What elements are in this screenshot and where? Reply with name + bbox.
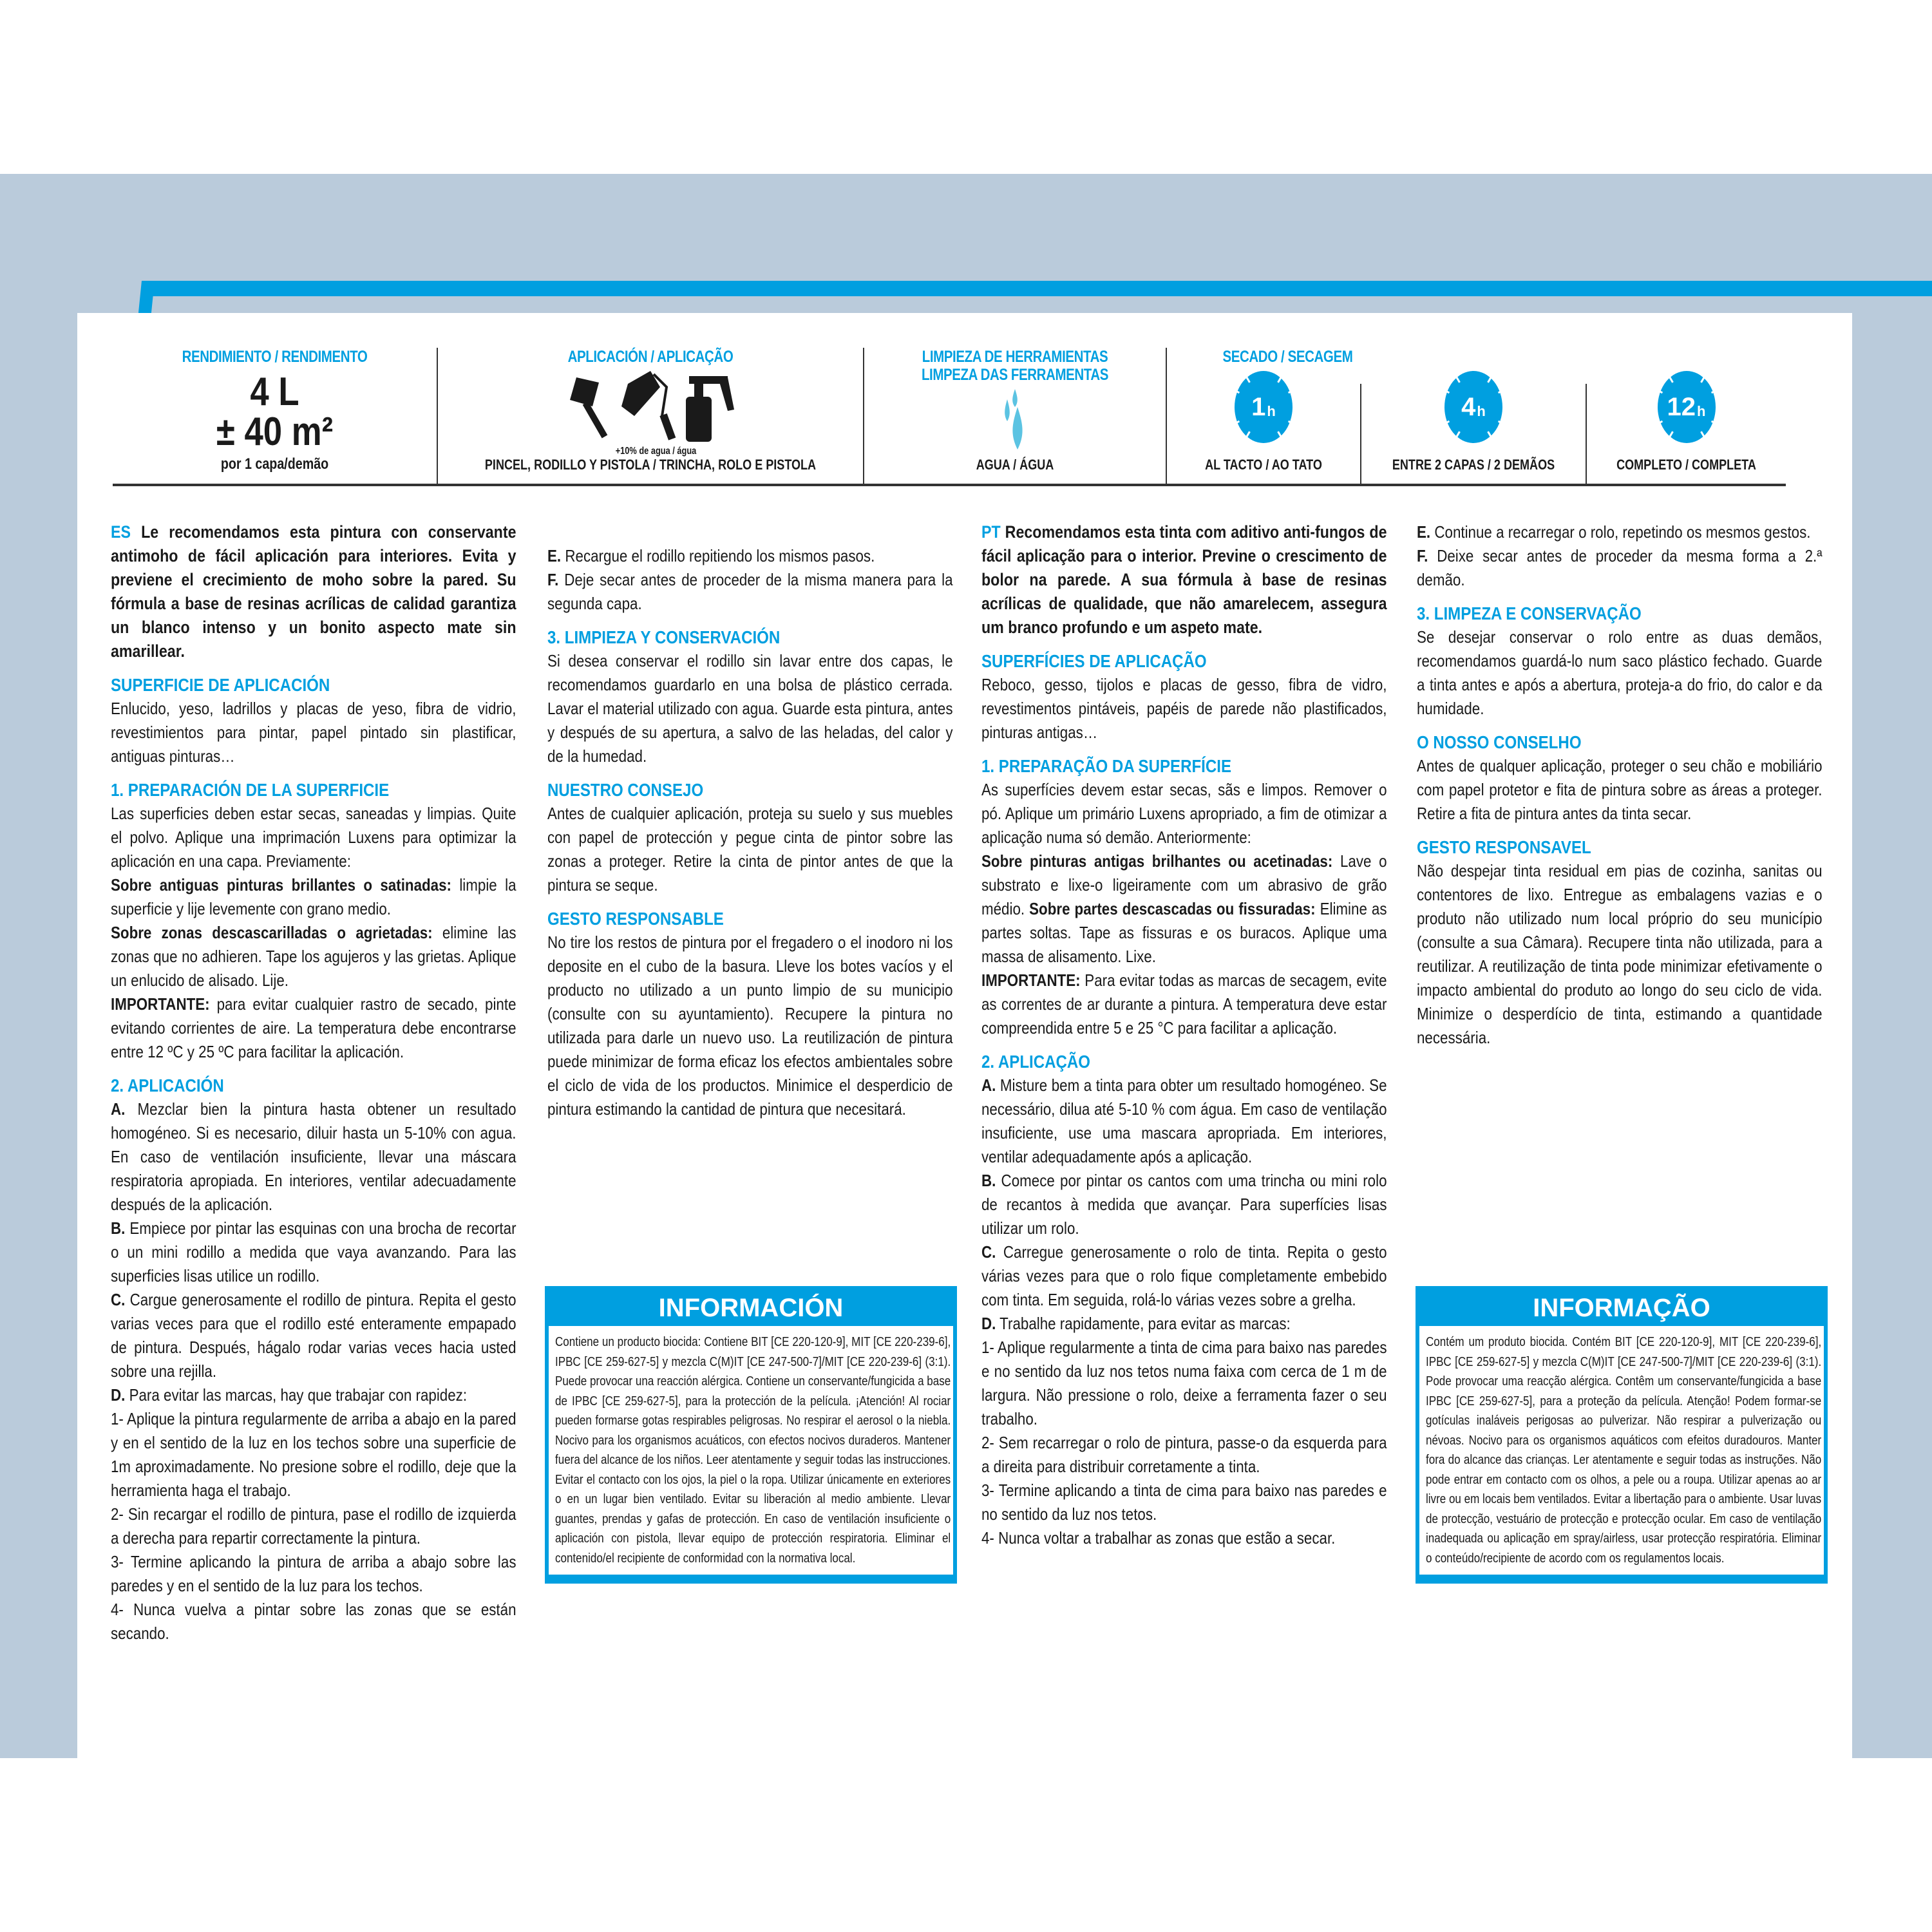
top-accent-bar (142, 281, 1932, 296)
application-tools: PINCEL, RODILLO Y PISTOLA / TRINCHA, ROLO E PISTOLA (484, 457, 817, 473)
drying-touch (1167, 384, 1361, 484)
clock-tick (1233, 421, 1240, 426)
es-surface-text: Enlucido, yeso, ladrillos y placas de yeso, fibra de vidrio, revestimientos para pintar, papel pintado sin plastificar, antiguas pinturas… (111, 699, 516, 766)
es-cleaning-heading: 3. LIMPIEZA Y CONSERVACIÓN (547, 627, 781, 647)
cleaning-cell (864, 348, 1167, 484)
yield-title: RENDIMIENTO / RENDIMENTO (182, 348, 368, 366)
clock-tick (1245, 376, 1251, 383)
yield-note: por 1 capa/demão (220, 455, 329, 473)
es-info-box (545, 1286, 957, 1584)
es-advice-heading: NUESTRO CONSEJO (547, 780, 704, 800)
clock-tick (1443, 421, 1450, 426)
es-step-f: F. Deje secar antes de proceder de la misma manera para la segunda capa. (547, 570, 953, 613)
pt-substep-4: 4- Nunca voltar a trabalhar as zonas que estão a secar. (981, 1528, 1336, 1548)
pt-substep-2: 2- Sem recarregar o rolo de pintura, passe-o da esquerda para a direita para distribuir corretamente a tinta. (981, 1433, 1387, 1476)
clock-tick (1669, 376, 1674, 383)
pt-column-1 (981, 520, 1387, 1550)
pt-surface-heading: SUPERFÍCIES DE APLICAÇÃO (981, 651, 1207, 671)
drying-group (1167, 348, 1786, 484)
clock-tick (1656, 421, 1662, 426)
es-important: IMPORTANTE: para evitar cualquier rastro de secado, pinte evitando corrientes de aire. La temperatura debe encontrarse entre 12 ºC y 25 ºC para facilitar la aplicación. (111, 994, 516, 1061)
pt-prep-heading: 1. PREPARAÇÃO DA SUPERFÍCIE (981, 756, 1232, 776)
pt-column-2 (1417, 520, 1823, 1050)
es-substep-3: 3- Termine aplicando la pintura de arriba a abajo sobre las paredes y en el sentido de la luz para los techos. (111, 1552, 516, 1595)
clock-icon: 1 h (1235, 371, 1293, 443)
yield-volume: 4 L (250, 370, 299, 414)
pt-cleaning-text: Se desejar conservar o rolo entre as duas demãos, recomendamos guardá-lo num saco plástico fechado. Guarde a tinta antes e após a abertura, proteja-a do frio, do calor e da humidade. (1417, 627, 1823, 718)
clock-tick (1498, 389, 1504, 394)
drying-full-label: COMPLETO / COMPLETA (1616, 457, 1756, 473)
clock-tick (1443, 389, 1450, 394)
water-drops-icon (989, 388, 1041, 452)
pt-cleaning-heading: 3. LIMPEZA E CONSERVAÇÃO (1417, 603, 1642, 623)
cleaning-title-es: LIMPIEZA DE HERRAMIENTAS (922, 348, 1108, 366)
clock-tick (1487, 431, 1492, 437)
pt-intro: PT Recomendamos esta tinta com aditivo anti-fungos de fácil aplicação para o interior. Previne o crescimento de bolor na parede. A sua fórmula à base de resinas acrílicas de qualidade, que não amarelecem, assegura um branco profundo e um aspeto mate. (981, 522, 1387, 637)
pt-advice-heading: O NOSSO CONSELHO (1417, 732, 1582, 752)
pt-prep-text: As superfícies devem estar secas, sãs e limpos. Remover o pó. Aplique um primário Luxens apropriado, a fim de otimizar a aplicação numa só demão. Anteriormente: (981, 780, 1387, 847)
clock-tick (1288, 389, 1294, 394)
pt-info-text: Contém um produto biocida. Contém BIT [CE 220-120-9], MIT [CE 220-239-6], IPBC [CE 259-627-5] y mezcla C(M)IT [CE 247-500-7]/MIT [CE 220-239-6] (3:1). Pode provocar uma reacção alérgica. Contêm um conservante/fungicida a base IPBC [CE 259-627-5], para a proteção da película. Atenção! Podem formar-se gotículas inaláveis perigosas ao pulverizar. Não respirar a pulverização ou névoas. Nocivo para os organismos aquáticos com efeitos duradouros. Manter fora do alcance das crianças. Ler atentamente e seguir todas as instruções. Não pode entrar em contacto com os olhos, a pele ou a roupa. Utilizar apenas ao ar livre ou em locais bem ventilados. Evitar a libertação para o ambiente. Usar luvas de protecção, vestuário de protecção e protecção ocular. Em caso de ventilação inadequada ou aplicação em spray/airless, usar protecção respiratória. Eliminar o conteúdo/recipiente de acordo com os regulamentos locais. (1426, 1334, 1822, 1566)
es-prep-glossy: Sobre antiguas pinturas brillantes o satinadas: limpie la superficie y lije levemente con grano medio. (111, 875, 516, 918)
es-step-d: D. Para evitar las marcas, hay que trabajar con rapidez: (111, 1385, 468, 1405)
clock-tick (1455, 431, 1461, 437)
pt-advice-text: Antes de qualquer aplicação, proteger o seu chão e mobiliário com papel protetor e fita de pintura sobre as áreas a proteger. Retire a fita de pintura antes da tinta secar. (1417, 756, 1823, 823)
dilution-note: +10% de agua / água (615, 446, 697, 457)
es-step-a: A. Mezclar bien la pintura hasta obtener un resultado homogéneo. Si es necesario, diluir hasta un 5-10% con agua. En caso de ventilación insuficiente, llevar una máscara respiratoria apropiada. En interiores, ventilar adecuadamente después de la aplicación. (111, 1099, 516, 1214)
clock-tick (1700, 431, 1705, 437)
pt-step-e: E. Continue a recarregar o rolo, repetindo os mesmos gestos. (1417, 522, 1811, 542)
clock-tick (1656, 389, 1662, 394)
es-info-text: Contiene un producto biocida: Contiene BIT [CE 220-120-9], MIT [CE 220-239-6], IPBC [CE 259-627-5] y mezcla C(M)IT [CE 247-500-7]/MIT [CE 220-239-6] (3:1). Puede provocar una reacción alérgica. Contiene un conservante/fungicida a base de IPBC [CE 259-627-5], para la protección de la película. ¡Atención! Al rociar pueden formarse gotas respirables peligrosas. No respirar el aerosol o la niebla. Nocivo para los organismos acuáticos, con efectos nocivos duraderos. Mantener fuera del alcance de los niños. Leer atentamente y seguir todas las instrucciones. Evitar el contacto con los ojos, la piel o la ropa. Utilizar únicamente en exteriores o en un lugar bien ventilado. Evitar su liberación al medio ambiente. Llevar guantes, prendas y gafas de protección. En caso de ventilación insuficiente o aplicación con pistola, llevar equipo de protección respiratoria. Eliminar el contenido/el recipiente de conformidad con la normativa local. (555, 1334, 951, 1566)
es-substep-2: 2- Sin recargar el rodillo de pintura, pase el rodillo de izquierda a derecha para repartir correctamente la pintura. (111, 1504, 516, 1548)
yield-coverage: ± 40 m² (216, 410, 334, 454)
pt-info-title: INFORMAÇÃO (1419, 1290, 1824, 1326)
pt-eco-text: Não despejar tinta residual em pias de cozinha, sanitas ou contentores de lixo. Entregue as embalagens vazias e o produto não utilizado num local próprio do seu município (consulte a sua Câmara). Recupere tinta não utilizada, para a reutilizar. A reutilização de tinta pode minimizar efetivamente o impacto ambiental do produto ao longo do seu ciclo de vida. Minimize o desperdício de tinta, estimando a quantidade necessária. (1417, 861, 1823, 1047)
clock-tick (1710, 421, 1717, 426)
drying-recoat (1361, 384, 1587, 484)
es-application-heading: 2. APLICACIÓN (111, 1075, 224, 1095)
es-step-c: C. Cargue generosamente el rodillo de pintura. Repita el gesto varias veces para que el rodillo esté enteramente empapado de pintura. Después, hágalo rodar varias veces hacia usted sobre una rejilla. (111, 1290, 516, 1381)
drying-touch-label: AL TACTO / AO TATO (1205, 457, 1322, 473)
es-step-b: B. Empiece por pintar las esquinas con una brocha de recortar o un mini rodillo a medida que vaya avanzando. Para las superficies lisas utilice un rodillo. (111, 1218, 516, 1285)
clock-icon: 4 h (1444, 371, 1502, 443)
es-info-title: INFORMACIÓN (549, 1290, 953, 1326)
clock-tick (1245, 431, 1251, 437)
yield-cell (113, 348, 438, 484)
clock-tick (1487, 376, 1492, 383)
es-column-1 (111, 520, 516, 1645)
pt-eco-heading: GESTO RESPONSAVEL (1417, 837, 1591, 857)
drying-full (1587, 384, 1786, 484)
es-eco-heading: GESTO RESPONSABLE (547, 909, 724, 929)
es-intro: ES Le recomendamos esta pintura con conservante antimoho de fácil aplicación para interiores. Evita y previene el crecimiento de moho sobre la pared. Su fórmula a base de resinas acrílicas de calidad garantiza un blanco intenso y un bonito aspecto mate sin amarillear. (111, 522, 516, 661)
pt-surface-text: Reboco, gesso, tijolos e placas de gesso, fibra de vidro, revestimentos pintáveis, papéis de parede não plastificados, pinturas antigas… (981, 675, 1387, 742)
clock-tick (1277, 376, 1282, 383)
pt-step-d: D. Trabalhe rapidamente, para evitar as marcas: (981, 1314, 1291, 1333)
es-advice-text: Antes de cualquier aplicación, proteja su suelo y sus muebles con papel de protección y pegue cinta de pintor sobre las zonas a proteger. Retire la cinta de pintor antes de que la pintura se seque. (547, 804, 953, 895)
application-tools-icons (515, 371, 786, 442)
application-cell (438, 348, 864, 484)
cleaning-title-pt: LIMPEZA DAS FERRAMENTAS (921, 366, 1109, 384)
clock-tick (1700, 376, 1705, 383)
pt-step-f: F. Deixe secar antes de proceder da mesma forma a 2.ª demão. (1417, 546, 1823, 589)
es-eco-text: No tire los restos de pintura por el fregadero o el inodoro ni los deposite en el cubo de la basura. Lleve los botes vacíos y el producto no utilizado a un punto limpio de su municipio (consulte con su ayuntamiento). Recupere la pintura no utilizada para darle un nuevo uso. La reutilización de pintura puede minimizar de forma eficaz los efectos ambientales sobre el ciclo de vida de los productos. Minimice el desperdicio de pintura estimando la cantidad de pintura que necesitará. (547, 933, 953, 1119)
es-step-e: E. Recargue el rodillo repitiendo los mismos pasos. (547, 546, 875, 565)
cleaning-label: AGUA / ÁGUA (976, 457, 1054, 473)
es-cleaning-text: Si desea conservar el rodillo sin lavar entre dos capas, le recomendamos guardarlo en una bolsa de plástico cerrada. Lavar el material utilizado con agua. Guarde esta pintura, antes y después de su apertura, a salvo de las heladas, del calor y de la humedad. (547, 651, 953, 766)
es-prep-text: Las superficies deben estar secas, saneadas y limpias. Quite el polvo. Aplique una imprimación Luxens para optimizar la aplicación en una capa. Previamente: (111, 804, 516, 871)
pt-prep-glossy: Sobre pinturas antigas brilhantes ou acetinadas: Lave o substrato e lixe-o ligeiramente com um abrasivo de grão médio. Sobre partes descascadas ou fissuradas: Elimine as partes soltas. Tape as fissuras e os buracos. Aplique uma massa de alisamento. Lixe. (981, 851, 1387, 966)
brush-icon (570, 377, 607, 438)
es-column-2 (547, 544, 953, 1121)
application-title: APLICACIÓN / APLICAÇÃO (567, 348, 734, 366)
pt-step-a: A. Misture bem a tinta para obter um resultado homogéneo. Se necessário, dilua até 5-10 % com água. Em caso de ventilação insuficiente, use uma mascara apropriada. Em interiores, ventilar adequadamente após a aplicação. (981, 1075, 1387, 1166)
es-prep-heading: 1. PREPARACIÓN DE LA SUPERFICIE (111, 780, 390, 800)
pt-substep-3: 3- Termine aplicando a tinta de cima para baixo nas paredes e no sentido da luz nos tetos. (981, 1481, 1387, 1524)
clock-tick (1498, 421, 1504, 426)
clock-tick (1710, 389, 1717, 394)
drying-recoat-label: ENTRE 2 CAPAS / 2 DEMÃOS (1392, 457, 1555, 473)
pt-info-box (1416, 1286, 1828, 1584)
roller-icon (621, 371, 676, 440)
clock-tick (1288, 421, 1294, 426)
pt-substep-1: 1- Aplique regularmente a tinta de cima para baixo nas paredes e no sentido da luz nos tetos numa faixa com cerca de 1 m de largura. Não pressione o rolo, deixe a ferramenta fazer o seu trabalho. (981, 1338, 1387, 1428)
clock-icon: 12 h (1658, 371, 1716, 443)
drying-title: SECADO / SECAGEM (1222, 348, 1353, 366)
es-prep-cracked: Sobre zonas descascarilladas o agrietadas: elimine las zonas que no adhieren. Tape los agujeros y las grietas. Aplique un enlucido de alisado. Lije. (111, 923, 516, 990)
spec-header (113, 348, 1786, 486)
pt-step-c: C. Carregue generosamente o rolo de tinta. Repita o gesto várias vezes para que o rolo fique completamente embebido com tinta. Em seguida, rolá-lo várias vezes sobre a grelha. (981, 1242, 1387, 1309)
clock-tick (1669, 431, 1674, 437)
pt-important: IMPORTANTE: Para evitar todas as marcas de secagem, evite as correntes de ar durante a pintura. A temperatura deve estar compreendida entre 5 e 25 °C para facilitar a aplicação. (981, 971, 1387, 1037)
es-surface-heading: SUPERFICIE DE APLICACIÓN (111, 675, 330, 695)
clock-tick (1277, 431, 1282, 437)
es-substep-4: 4- Nunca vuelva a pintar sobre las zonas que se están secando. (111, 1600, 516, 1643)
pt-application-heading: 2. APLICAÇÃO (981, 1052, 1091, 1072)
es-substep-1: 1- Aplique la pintura regularmente de arriba a abajo en la pared y en el sentido de la luz en los techos sobre una superficie de 1m aproximadamente. No presione sobre el rodillo, deje que la herramienta haga el trabajo. (111, 1409, 516, 1500)
clock-tick (1233, 389, 1240, 394)
clock-tick (1455, 376, 1461, 383)
pt-step-b: B. Comece por pintar os cantos com uma trincha ou mini rolo de recantos à medida que avançar. Para superfícies lisas utilizar um rolo. (981, 1171, 1387, 1238)
spray-gun-icon (686, 376, 734, 442)
